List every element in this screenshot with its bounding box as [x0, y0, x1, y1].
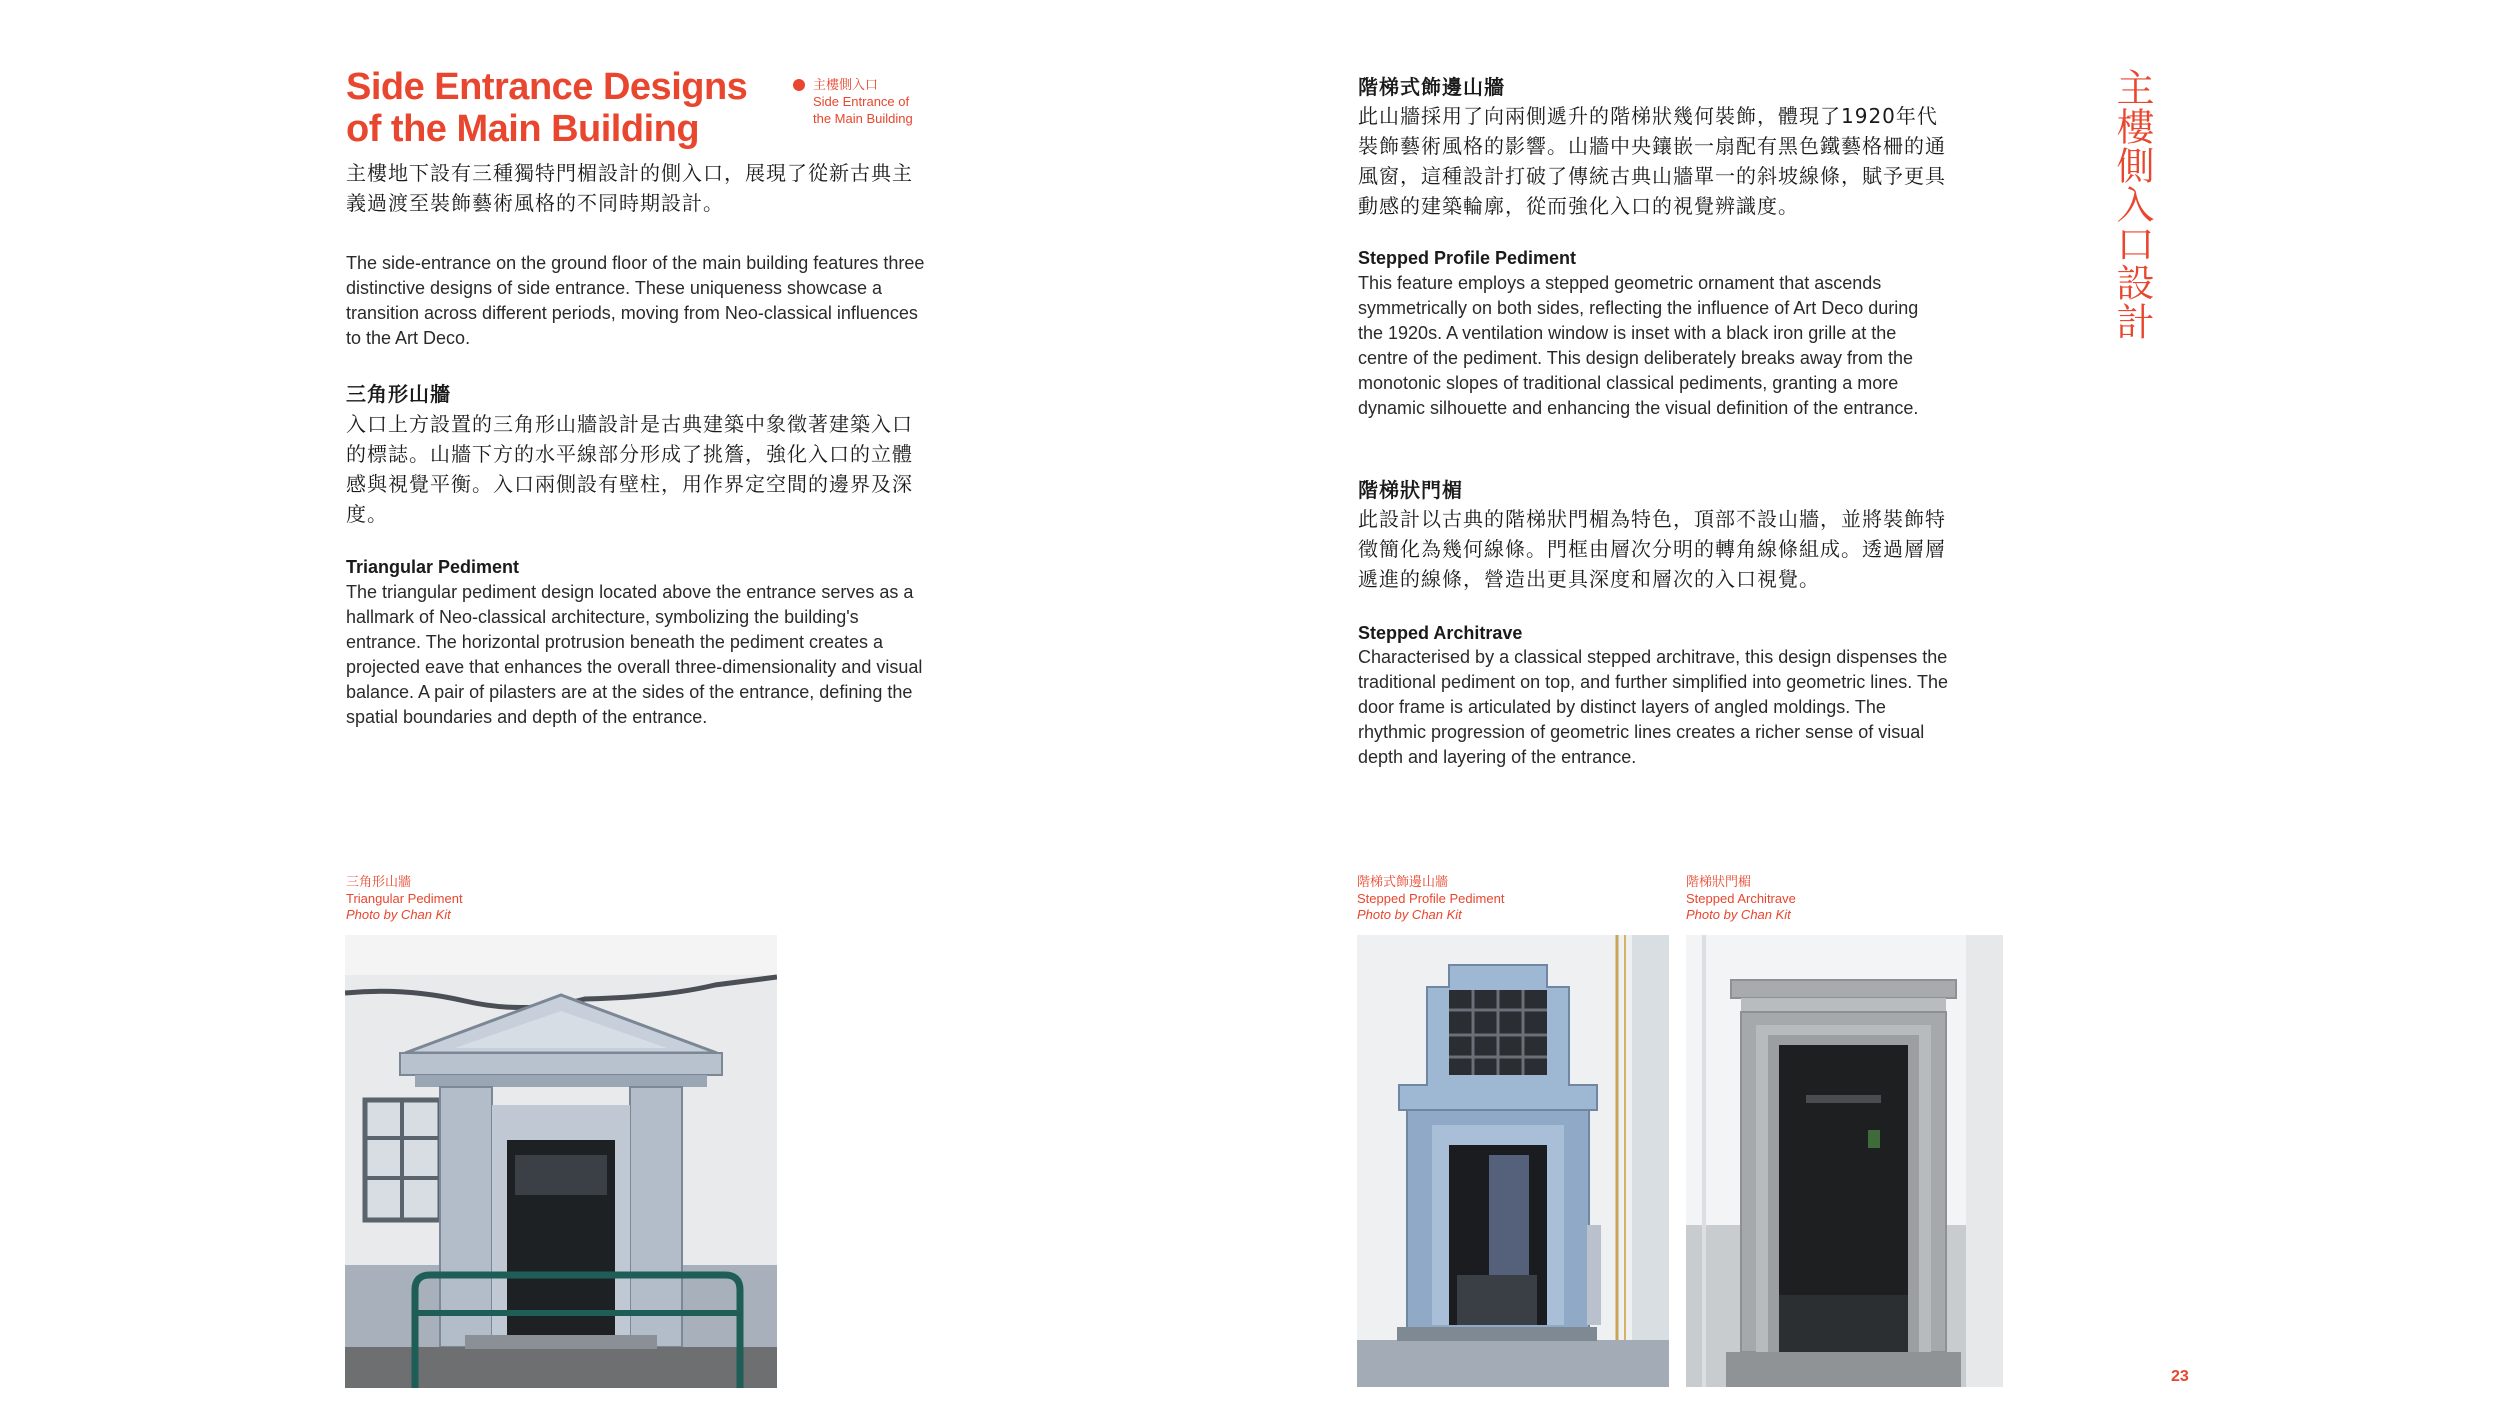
photo3-caption	[1686, 875, 1986, 923]
photo2-caption-en: Stepped Profile Pediment	[1357, 891, 1505, 906]
photo3-caption-credit: Photo by Chan Kit	[1686, 907, 1791, 922]
chapter-vertical-title: 主樓側入口設計	[2110, 68, 2154, 341]
photo1-caption	[346, 875, 646, 923]
stepped-profile-body-zh: 此山牆採用了向兩側遞升的階梯狀幾何裝飾，體現了1920年代裝飾藝術風格的影響。山牆中央鑲嵌一扇配有黑色鐵藝格柵的通風窗，這種設計打破了傳統古典山牆單一的斜坡線條，賦予更具動感的建築輪廓，從而強化入口的視覺辨識度。	[1358, 104, 1946, 218]
triangular-heading-zh: 三角形山牆	[346, 382, 451, 406]
stepped-profile-pediment-photo	[1357, 935, 1669, 1387]
stepped-architrave-body-zh: 此設計以古典的階梯狀門楣為特色，頂部不設山牆，並將裝飾特徵簡化為幾何線條。門框由層次分明的轉角線條組成。透過層層遞進的線條，營造出更具深度和層次的入口視覺。	[1358, 507, 1946, 591]
intro-en: The side-entrance on the ground floor of the main building features three distinctive designs of side entrance. These uniqueness showcase a transition across different periods, moving from Neo-classical influences to the Art Deco.	[346, 253, 925, 348]
photo1-caption-credit: Photo by Chan Kit	[346, 907, 451, 922]
triangular-body-en: The triangular pediment design located above the entrance serves as a hallmark of Neo-classical architecture, symbolizing the building's entrance. The horizontal protrusion beneath the pediment creates a projected eave that enhances the overall three-dimensionality and visual balance. A pair of pilasters are at the sides of the entrance, defining the spatial boundaries and depth of the entrance.	[346, 582, 923, 727]
triangular-body-zh: 入口上方設置的三角形山牆設計是古典建築中象徵著建築入口的標誌。山牆下方的水平線部分形成了挑簷，強化入口的立體感與視覺平衡。入口兩側設有壁柱，用作界定空間的邊界及深度。	[346, 412, 913, 526]
stepped-profile-heading-zh: 階梯式飾邊山牆	[1358, 75, 1505, 99]
stepped-profile-heading-en: Stepped Profile Pediment	[1358, 248, 1577, 268]
section-tag-en-line1: Side Entrance of	[813, 94, 910, 109]
intro-zh: 主樓地下設有三種獨特門楣設計的側入口，展現了從新古典主義過渡至裝飾藝術風格的不同時期設計。	[346, 161, 913, 215]
section-tag-en-line2: the Main Building	[813, 111, 913, 126]
photo1-caption-en: Triangular Pediment	[346, 891, 463, 906]
stepped-architrave-photo	[1686, 935, 2003, 1387]
page-number: 23	[2171, 1368, 2189, 1385]
stepped-architrave-heading-en: Stepped Architrave	[1358, 623, 1523, 643]
stepped-architrave-heading-zh: 階梯狀門楣	[1358, 478, 1463, 502]
photo3-caption-zh: 階梯狀門楣	[1686, 875, 1752, 890]
photo2-caption	[1357, 875, 1657, 923]
stepped-architrave-body-en: Characterised by a classical stepped architrave, this design dispenses the traditional pediment on top, and further simplified into geometric lines. The door frame is articulated by distinct layers of angled moldings. The rhythmic progression of geometric lines creates a richer sense of visual depth and layering of the entrance.	[1358, 647, 1948, 767]
bullet-dot-icon	[793, 79, 805, 91]
section-tag-zh: 主樓側入口	[813, 77, 879, 92]
triangular-heading-en: Triangular Pediment	[346, 557, 520, 577]
photo3-caption-en: Stepped Architrave	[1686, 891, 1796, 906]
photo2-caption-credit: Photo by Chan Kit	[1357, 907, 1462, 922]
photo2-caption-zh: 階梯式飾邊山牆	[1357, 875, 1449, 890]
photo1-caption-zh: 三角形山牆	[346, 875, 412, 890]
triangular-pediment-photo	[345, 935, 777, 1388]
page-title: Side Entrance Designs of the Main Building	[346, 66, 748, 150]
section-tag-text	[813, 76, 993, 127]
stepped-profile-body-en: This feature employs a stepped geometric ornament that ascends symmetrically on both sides, reflecting the influence of Art Deco during the 1920s. A ventilation window is inset with a black iron grille at the centre of the pediment. This design deliberately breaks away from the monotonic slopes of traditional classical pediments, granting a more dynamic silhouette and enhancing the visual definition of the entrance.	[1358, 273, 1919, 418]
